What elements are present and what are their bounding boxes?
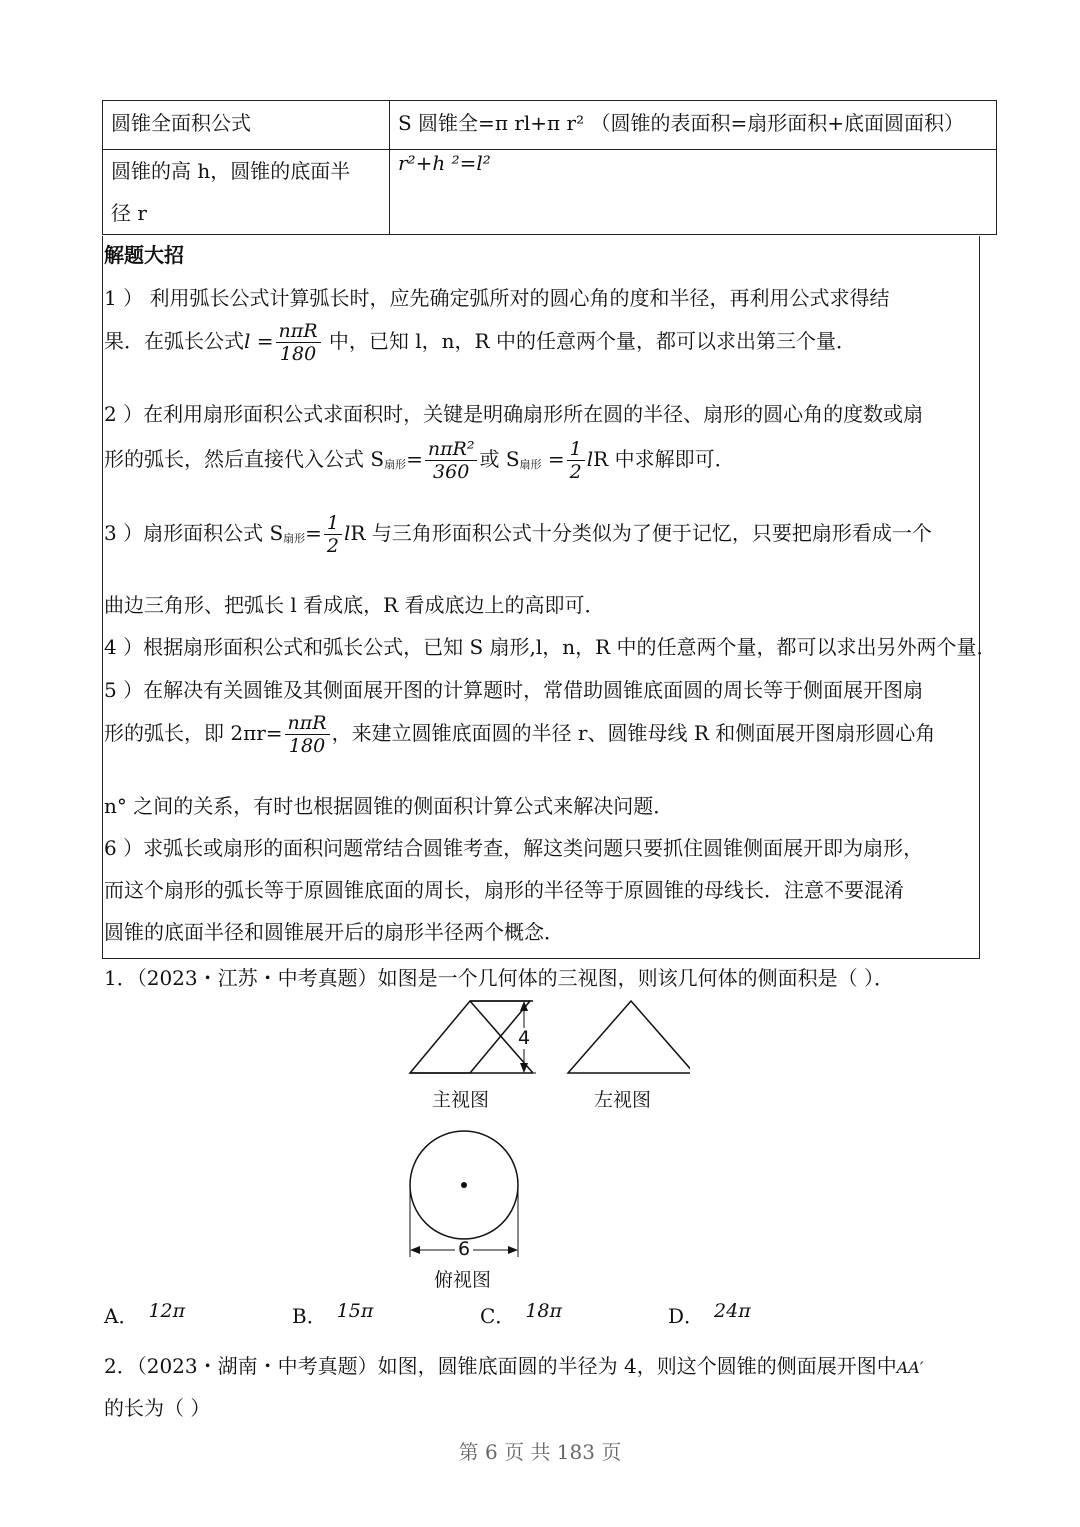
fraction-denominator: 360 bbox=[433, 461, 470, 483]
tip-3-line-b: 曲边三角形、把弧长 l 看成底，R 看成底边上的高即可． bbox=[104, 593, 605, 617]
left-view bbox=[568, 1001, 690, 1073]
l-symbol: l bbox=[344, 521, 351, 545]
three-view-figure bbox=[400, 995, 690, 1295]
fraction-denominator: 180 bbox=[288, 735, 326, 757]
tip-1-post: 中，已知 l，n，R 中的任意两个量，都可以求出第三个量． bbox=[322, 329, 856, 353]
sector-subscript: 扇形 bbox=[384, 458, 407, 471]
tip-5-line-c: n° 之间的关系，有时也根据圆锥的侧面积计算公式来解决问题． bbox=[104, 794, 674, 818]
tip-2-post: R 中求解即可． bbox=[593, 447, 735, 471]
fraction-numerator: 1 bbox=[324, 512, 342, 535]
table-label-height-radius bbox=[103, 150, 390, 235]
width-label: 6 bbox=[458, 1238, 471, 1260]
fraction-denominator: 180 bbox=[279, 343, 317, 365]
option-c[interactable] bbox=[480, 1300, 562, 1329]
option-b[interactable] bbox=[292, 1300, 373, 1329]
option-d[interactable] bbox=[668, 1300, 751, 1329]
table-formula-pythagoras: r²+h ²=l² bbox=[390, 150, 997, 235]
tip-3-post: R 与三角形面积公式十分类似为了便于记忆，只要把扇形看成一个 bbox=[350, 521, 932, 545]
sector-subscript: 扇形 bbox=[283, 532, 306, 545]
table-formula-surface-area: S 圆锥全=π rl+π r² （圆锥的表面积=扇形面积+底面圆面积） bbox=[390, 101, 997, 150]
fraction-numerator: nπR bbox=[285, 712, 330, 735]
arc-length-symbol: l = bbox=[244, 329, 274, 353]
option-value: 18π bbox=[525, 1300, 562, 1322]
tip-1-line-b bbox=[104, 320, 856, 365]
sector-area-fraction bbox=[425, 438, 478, 483]
tip-1-line-a: 1 ） 利用弧长公式计算弧长时，应先确定弧所对的圆心角的度和半径，再利用公式求得结 bbox=[104, 286, 890, 310]
question-2-line2: 的长为（ ） bbox=[104, 1396, 211, 1420]
tip-5-post: ，来建立圆锥底面圆的半径 r、圆锥母线 R 和侧面展开图扇形圆心角 bbox=[331, 721, 936, 745]
question-1-text: 1．（2023・江苏・中考真题）如图是一个几何体的三视图，则该几何体的侧面积是（ ）． bbox=[104, 966, 894, 990]
fraction-numerator: nπR² bbox=[425, 438, 478, 461]
tip-5-line-a: 5 ）在解决有关圆锥及其侧面展开图的计算题时，常借助圆锥底面圆的周长等于侧面展开图扇 bbox=[104, 678, 924, 702]
option-letter: D． bbox=[668, 1304, 705, 1328]
equals: = bbox=[547, 447, 565, 471]
fraction-denominator: 2 bbox=[326, 535, 339, 557]
tip-4: 4 ）根据扇形面积公式和弧长公式，已知 S 扇形,l，n，R 中的任意两个量，都可以求出另外两个量． bbox=[104, 635, 997, 659]
tip-2-mid: 或 S bbox=[479, 447, 520, 471]
arc-length-fraction bbox=[285, 712, 330, 757]
top-view-label: 俯视图 bbox=[434, 1269, 492, 1291]
tip-2-line-a: 2 ）在利用扇形面积公式求面积时，关键是明确扇形所在圆的半径、扇形的圆心角的度数或扇 bbox=[104, 402, 924, 426]
tip-5-pre: 形的弧长，即 2πr= bbox=[104, 721, 283, 745]
page-footer: 第 6 页 共 183 页 bbox=[458, 1440, 622, 1464]
question-2-line1 bbox=[104, 1350, 923, 1379]
option-value: 24π bbox=[714, 1300, 751, 1322]
equals: = bbox=[305, 521, 322, 545]
tip-3-line-a bbox=[104, 512, 932, 557]
half-fraction bbox=[324, 512, 342, 557]
arc-label: AA′ bbox=[896, 1358, 924, 1377]
height-label: 4 bbox=[518, 1027, 531, 1049]
option-value: 12π bbox=[148, 1300, 186, 1322]
front-view-label: 主视图 bbox=[432, 1089, 490, 1111]
table-label-surface-area: 圆锥全面积公式 bbox=[103, 101, 390, 150]
option-value: 15π bbox=[336, 1300, 374, 1322]
tip-3-pre: 3 ）扇形面积公式 S bbox=[104, 521, 284, 545]
fraction-denominator: 2 bbox=[569, 461, 582, 483]
tip-6-line-a: 6 ）求弧长或扇形的面积问题常结合圆锥考查，解这类问题只要抓住圆锥侧面展开即为扇形， bbox=[104, 836, 924, 860]
tip-2-line-b bbox=[104, 438, 735, 483]
tip-1-pre: 果．在弧长公式 bbox=[104, 329, 244, 353]
half-fraction bbox=[567, 438, 585, 483]
l-symbol: l bbox=[586, 447, 594, 471]
option-letter: A． bbox=[104, 1304, 139, 1328]
tip-5-line-b bbox=[104, 712, 935, 757]
front-view bbox=[410, 1001, 533, 1073]
label-line2: 径 r bbox=[111, 201, 147, 225]
tips-title: 解题大招 bbox=[104, 243, 184, 267]
fraction-numerator: 1 bbox=[567, 438, 585, 461]
arc-length-fraction bbox=[276, 320, 321, 365]
formula-table bbox=[102, 100, 997, 235]
tip-2-pre: 形的弧长，然后直接代入公式 S bbox=[104, 447, 385, 471]
question-2-text: 2．（2023・湖南・中考真题）如图，圆锥底面圆的半径为 4，则这个圆锥的侧面展开图中 bbox=[104, 1354, 897, 1378]
tip-6-line-c: 圆锥的底面半径和圆锥展开后的扇形半径两个概念． bbox=[104, 920, 564, 944]
left-view-label: 左视图 bbox=[594, 1089, 652, 1111]
option-letter: C． bbox=[480, 1304, 516, 1328]
equals: = bbox=[406, 447, 423, 471]
option-letter: B． bbox=[292, 1304, 327, 1328]
tip-6-line-b: 而这个扇形的弧长等于原圆锥底面的周长，扇形的半径等于原圆锥的母线长．注意不要混淆 bbox=[104, 878, 904, 902]
sector-subscript: 扇形 bbox=[519, 458, 542, 471]
option-a[interactable] bbox=[104, 1300, 185, 1329]
label-line1: 圆锥的高 h，圆锥的底面半 bbox=[111, 159, 351, 183]
fraction-numerator: nπR bbox=[276, 320, 321, 343]
